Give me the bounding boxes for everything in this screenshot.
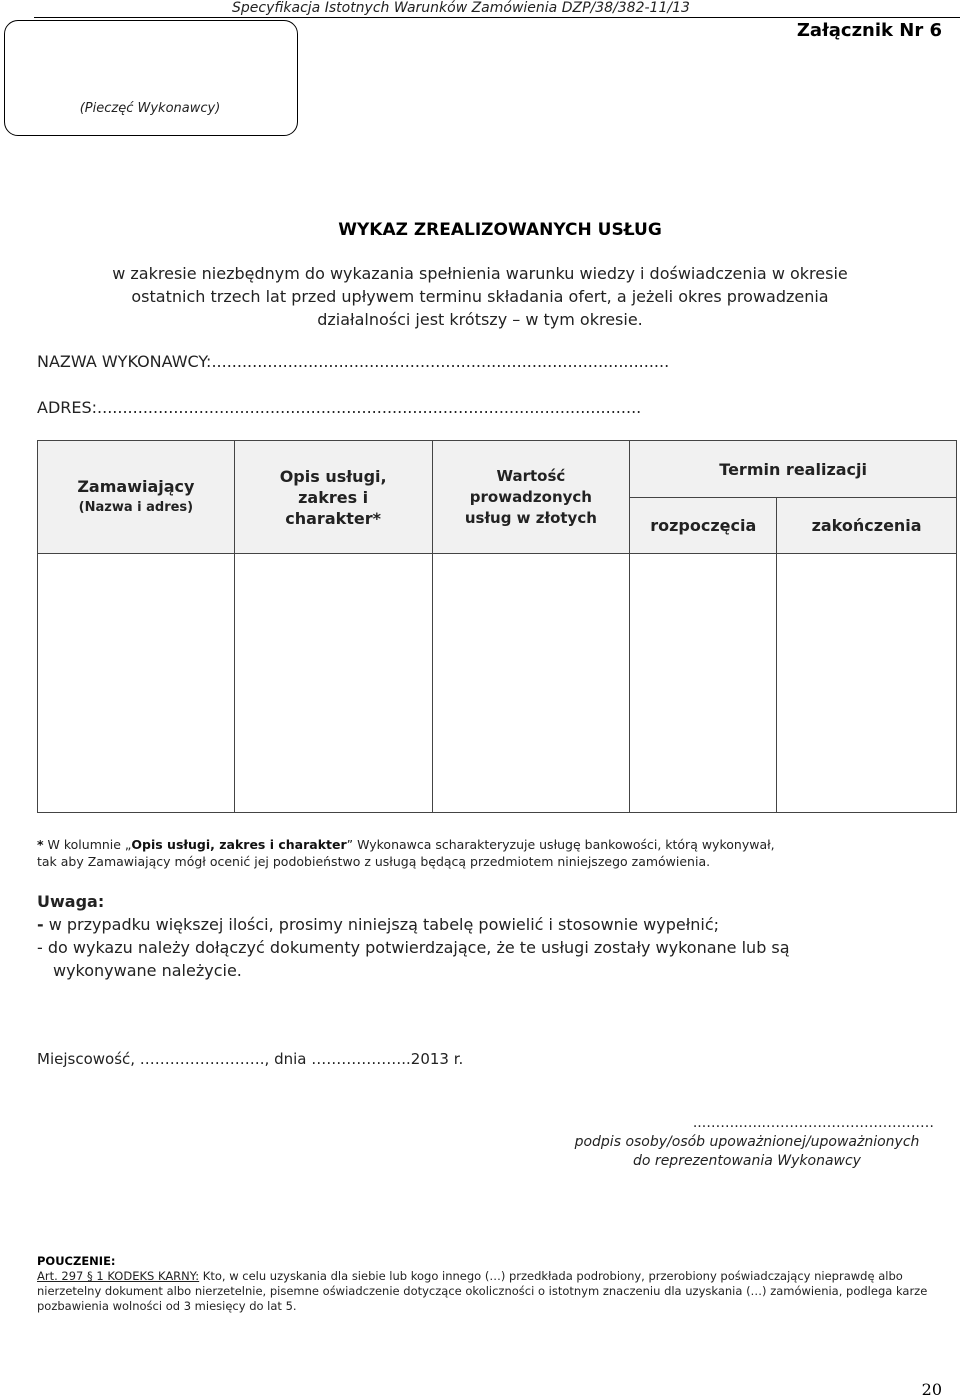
footnote-post: ” Wykonawca scharakteryzuje usługę bankowości, którą wykonywał, (346, 837, 775, 852)
header-divider (34, 17, 960, 18)
header-description-line-2: zakres i (298, 487, 369, 507)
header-value-line-1: Wartość (496, 466, 566, 485)
header-client-sub: (Nazwa i adres) (78, 500, 194, 515)
footnote-star: * (37, 837, 44, 852)
contractor-stamp-box (4, 20, 298, 136)
remarks-section (37, 890, 937, 982)
table-cell-description[interactable] (234, 554, 432, 813)
header-term-start: rozpoczęcia (630, 498, 777, 554)
header-value-line-3: usług w złotych (464, 508, 597, 527)
document-title: WYKAZ ZREALIZOWANYCH USŁUG (338, 220, 662, 240)
remarks-line-1 (37, 913, 937, 936)
intro-line-2: ostatnich trzech lat przed upływem terminu składania ofert, a jeżeli okres prowadzenia (131, 287, 829, 306)
legal-heading: POUCZENIE: (37, 1254, 116, 1268)
footnote-line-2: tak aby Zamawiający mógł ocenić jej podobieństwo z usługą będącą przedmiotem niniejszego zamówienia. (37, 854, 711, 869)
footnote-pre: W kolumnie „ (43, 837, 132, 852)
header-term-end: zakończenia (777, 498, 957, 554)
intro-paragraph (40, 262, 920, 331)
stamp-caption: (Pieczęć Wykonawcy) (79, 101, 221, 116)
signature-dots[interactable]: ...……..…..……………………………… (692, 1115, 934, 1131)
table-cell-end[interactable] (777, 554, 957, 813)
intro-line-3: działalności jest krótszy – w tym okresie. (317, 310, 643, 329)
place-date-field[interactable]: Miejscowość, ……………………., dnia ………………..2013 r. (37, 1050, 464, 1068)
legal-body: Kto, w celu uzyskania dla siebie lub kogo innego (…) przedkłada podrobiony, przerobiony poświadczający nieprawdę albo nierzetelny dokument albo nierzetelnie, pisemne oświadczenie dotyczące okoliczności o istotnym znaczeniu dla uzyskania (…) zamówienia, podlega karze pozbawienia wolności od 3 miesięcy do lat 5. (37, 1269, 928, 1313)
remarks-line-3: wykonywane należycie. (53, 961, 242, 980)
header-description-line-1: Opis usługi, (279, 466, 387, 486)
services-table (37, 440, 957, 813)
header-description-line-3: charakter* (285, 508, 382, 528)
footnote-line-1 (37, 836, 937, 853)
header-value-line-2: prowadzonych (469, 487, 592, 506)
header-client-title: Zamawiający (77, 477, 195, 496)
contractor-address-field[interactable]: ADRES:........................................................................................................... (37, 398, 642, 417)
remarks-heading: Uwaga: (37, 892, 105, 911)
contractor-name-field[interactable]: NAZWA WYKONAWCY:.......................................................................................... (37, 352, 670, 371)
table-cell-value[interactable] (432, 554, 630, 813)
signature-line-2: do reprezentowania Wykonawcy (633, 1153, 861, 1169)
annex-label: Załącznik Nr 6 (796, 20, 942, 41)
footnote (37, 836, 937, 870)
footnote-bold: Opis usługi, zakres i charakter (131, 837, 347, 852)
legal-text (37, 1269, 941, 1314)
table-cell-start[interactable] (630, 554, 777, 813)
header-value (432, 441, 630, 554)
remarks-line-1-text: w przypadku większej ilości, prosimy niniejszą tabelę powielić i stosownie wypełnić; (43, 915, 720, 934)
spec-header-title: Specyfikacja Istotnych Warunków Zamówienia DZP/38/382-11/13 (232, 0, 690, 16)
legal-reference: Art. 297 § 1 KODEKS KARNY: (37, 1269, 200, 1283)
signature-block (560, 1114, 934, 1171)
header-description (234, 441, 432, 554)
page-number: 20 (921, 1380, 942, 1399)
intro-line-1: w zakresie niezbędnym do wykazania spełnienia warunku wiedzy i doświadczenia w okresie (112, 264, 848, 283)
header-client (38, 441, 235, 554)
signature-line-1: podpis osoby/osób upoważnionej/upoważnionych (574, 1134, 920, 1150)
remarks-dash: - (37, 915, 44, 934)
header-term: Termin realizacji (630, 441, 957, 498)
remarks-line-2: - do wykazu należy dołączyć dokumenty potwierdzające, że te usługi zostały wykonane lub są (37, 938, 790, 957)
table-cell-client[interactable] (38, 554, 235, 813)
